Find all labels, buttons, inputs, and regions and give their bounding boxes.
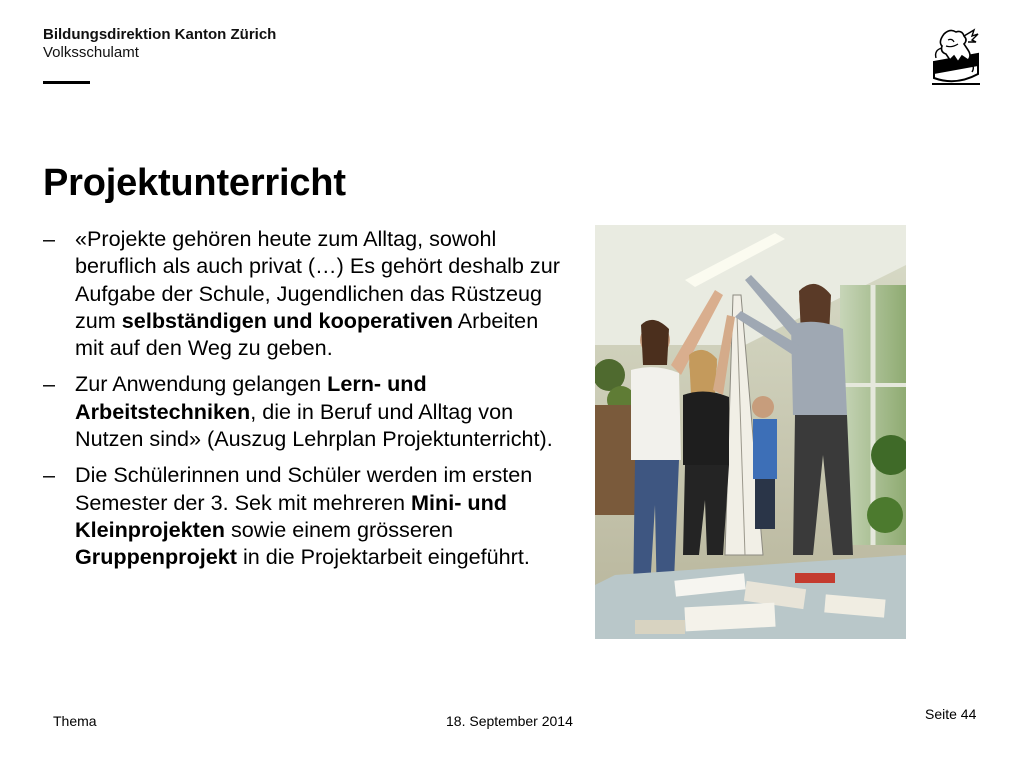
bullet-item	[43, 461, 563, 570]
organization-department: Volksschulamt	[43, 44, 139, 61]
organization-header	[43, 26, 276, 62]
footer-date: 18. September 2014	[446, 713, 573, 729]
bullet-text: sowie einem grösseren	[225, 516, 454, 542]
bullet-marker: –	[43, 462, 56, 488]
footer-topic: Thema	[53, 713, 97, 729]
bullet-text: Zur Anwendung gelangen	[75, 371, 328, 397]
bullet-list	[43, 225, 563, 580]
slide-title: Projektunterricht	[43, 162, 346, 204]
bullet-emphasis: Mini- und Kleinprojekten	[75, 489, 507, 542]
bullet-emphasis: selbständigen und kooperativen	[121, 307, 453, 333]
bullet-marker: –	[43, 371, 56, 397]
header-rule	[43, 81, 90, 84]
classroom-project-photo	[595, 225, 906, 639]
bullet-text: , die in Beruf und Alltag von Nutzen sind» (Auszug Lehrplan Projektunterricht).	[75, 398, 553, 452]
bullet-emphasis: Gruppenprojekt	[75, 544, 237, 570]
organization-name: Bildungsdirektion Kanton Zürich	[43, 26, 277, 43]
bullet-emphasis: Lern- und Arbeitstechniken	[75, 371, 427, 424]
bullet-text: Die Schülerinnen und Schüler werden im ersten Semester der 3. Sek mit mehreren	[75, 462, 533, 515]
bullet-text: «Projekte gehören heute zum Alltag, sowohl beruflich als auch privat (…) Es gehört deshalb zur Aufgabe der Schule, Jugendlichen das Rüstzeug zum	[75, 226, 560, 333]
bullet-item	[43, 225, 563, 361]
bullet-text: in die Projektarbeit eingeführt.	[236, 544, 530, 570]
zurich-lion-logo-icon	[928, 26, 984, 88]
bullet-item	[43, 370, 563, 452]
bullet-marker: –	[43, 226, 56, 251]
bullet-text: Arbeiten mit auf den Weg zu geben.	[75, 307, 539, 361]
page-number: Seite 44	[925, 706, 977, 722]
